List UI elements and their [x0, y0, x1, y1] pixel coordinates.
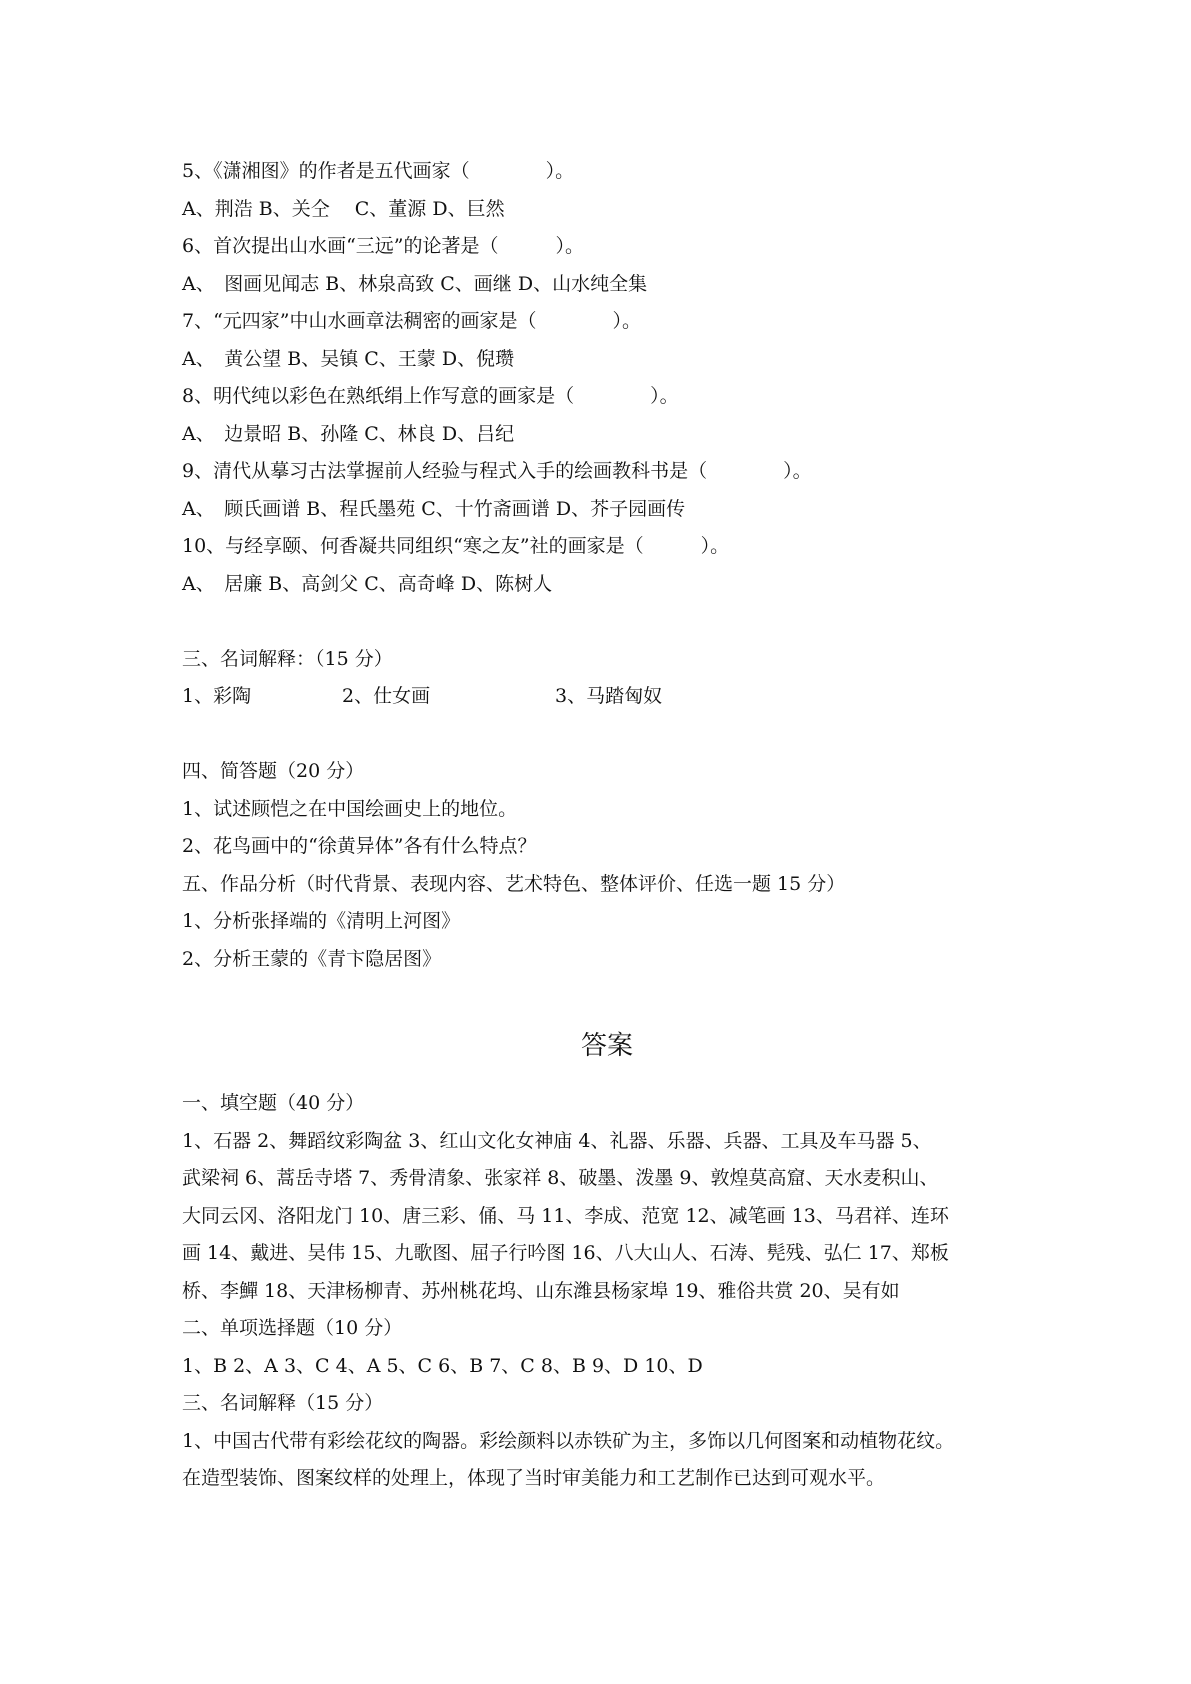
- question-9: 9、清代从摹习古法掌握前人经验与程式入手的绘画教科书是（ ）。: [182, 460, 812, 482]
- question-9-options: A、 顾氏画谱 B、程氏墨苑 C、十竹斋画谱 D、芥子园画传: [182, 497, 686, 520]
- answers-part-3-line: 在造型装饰、图案纹样的处理上，体现了当时审美能力和工艺制作已达到可观水平。: [182, 1467, 886, 1489]
- question-5: 5、《潇湘图》的作者是五代画家（ ）。: [182, 160, 575, 182]
- answers-title: 答案: [580, 1031, 633, 1061]
- section-3-terms: [182, 678, 1032, 716]
- question-8: 8、明代纯以彩色在熟纸绢上作写意的画家是（ ）。: [182, 385, 679, 407]
- section-4-heading: 四、简答题（20 分）: [182, 760, 365, 782]
- answers-part-1-line: 桥、李鱓 18、天津杨柳青、苏州桃花坞、山东潍县杨家埠 19、雅俗共赏 20、吴有如: [182, 1279, 900, 1302]
- section-5-item-1: 1、分析张择端的《清明上河图》: [182, 910, 461, 932]
- term-2: 2、仕女画: [342, 685, 431, 707]
- term-1: 1、彩陶: [182, 685, 252, 707]
- question-6-options: A、 图画见闻志 B、林泉高致 C、画继 D、山水纯全集: [182, 272, 648, 295]
- answers-part-1-line: 武梁祠 6、蒿岳寺塔 7、秀骨清象、张家祥 8、破墨、泼墨 9、敦煌莫高窟、天水麦积山、: [182, 1167, 939, 1189]
- spacer: [182, 603, 1032, 641]
- document-page: [182, 153, 1032, 1498]
- section-5-heading: 五、作品分析（时代背景、表现内容、艺术特色、整体评价、任选一题 15 分）: [182, 872, 846, 895]
- answers-part-1-line: 1、石器 2、舞蹈纹彩陶盆 3、红山文化女神庙 4、礼器、乐器、兵器、工具及车马器 5、: [182, 1129, 932, 1152]
- answers-part-3-heading: 三、名词解释（15 分）: [182, 1392, 384, 1414]
- section-5-item-2: 2、分析王蒙的《青卞隐居图》: [182, 947, 442, 970]
- question-5-options: A、荆浩 B、关仝 C、董源 D、巨然: [182, 197, 505, 220]
- answers-part-3-line: 1、中国古代带有彩绘花纹的陶器。彩绘颜料以赤铁矿为主，多饰以几何图案和动植物花纹。: [182, 1429, 955, 1452]
- question-8-options: A、 边景昭 B、孙隆 C、林良 D、吕纪: [182, 422, 515, 445]
- section-4-item-2: 2、花鸟画中的“徐黄异体”各有什么特点？: [182, 835, 537, 857]
- section-4-item-1: 1、试述顾恺之在中国绘画史上的地位。: [182, 797, 518, 820]
- answers-part-2-heading: 二、单项选择题（10 分）: [182, 1317, 403, 1339]
- answers-part-1-heading: 一、填空题（40 分）: [182, 1092, 365, 1114]
- section-3-heading: 三、名词解释：（15 分）: [182, 647, 393, 670]
- question-10-options: A、 居廉 B、高剑父 C、高奇峰 D、陈树人: [182, 572, 553, 595]
- question-7-options: A、 黄公望 B、吴镇 C、王蒙 D、倪瓒: [182, 347, 515, 370]
- question-10: 10、与经享颐、何香凝共同组织“寒之友”社的画家是（ ）。: [182, 535, 730, 557]
- answers-part-1-line: 画 14、戴进、吴伟 15、九歌图、屈子行吟图 16、八大山人、石涛、髡残、弘仁 17、郑板: [182, 1242, 949, 1264]
- answers-part-2-text: 1、B 2、A 3、C 4、A 5、C 6、B 7、C 8、B 9、D 10、D: [182, 1354, 703, 1377]
- answers-part-1-line: 大同云冈、洛阳龙门 10、唐三彩、俑、马 11、李成、范宽 12、减笔画 13、马君祥、连环: [182, 1204, 949, 1227]
- question-7: 7、“元四家”中山水画章法稠密的画家是（ ）。: [182, 310, 642, 332]
- term-3: 3、马踏匈奴: [555, 685, 663, 707]
- spacer: [182, 716, 1032, 754]
- question-6: 6、首次提出山水画“三远”的论著是（ ）。: [182, 235, 585, 257]
- spacer: [182, 978, 1032, 1028]
